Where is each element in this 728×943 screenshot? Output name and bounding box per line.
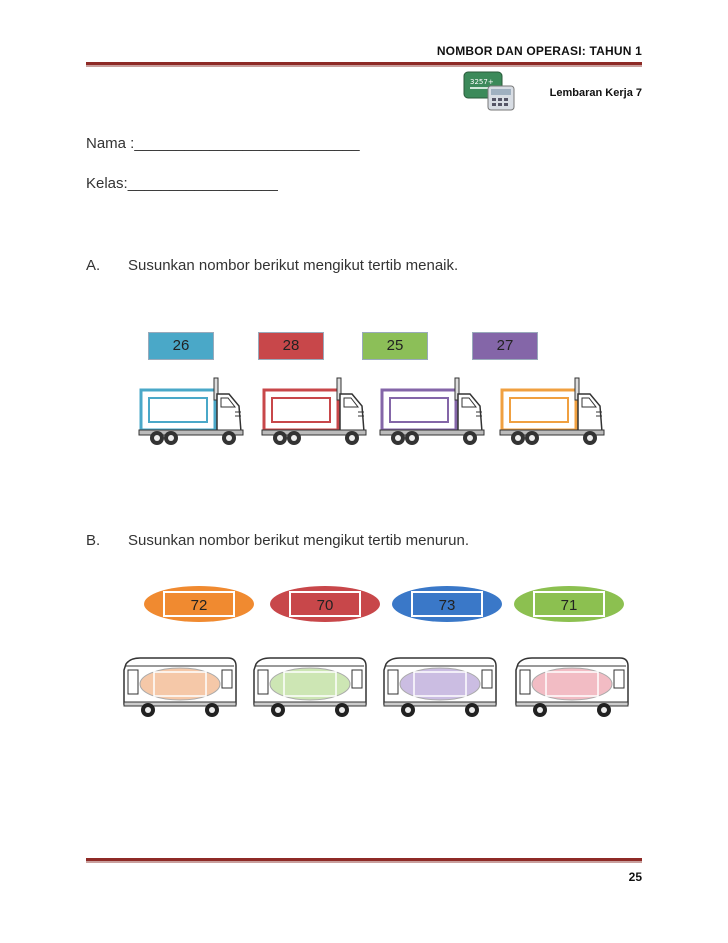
bus-icon-2	[250, 654, 370, 718]
number-card-a1: 26	[148, 332, 214, 360]
name-field: Nama :___________________________	[86, 135, 360, 152]
class-field: Kelas:__________________	[86, 175, 278, 192]
number-oval-b2	[268, 584, 382, 624]
header-rule	[86, 62, 642, 65]
section-a-question	[86, 257, 458, 274]
bus-icon-3	[380, 654, 500, 718]
section-b-question	[86, 532, 469, 549]
number-oval-b4	[512, 584, 626, 624]
footer-rule	[86, 858, 642, 861]
calculator-logo-icon	[462, 70, 518, 114]
section-a-label: A.	[86, 257, 101, 274]
worksheet-label: Lembaran Kerja 7	[549, 87, 642, 99]
oval-number-b3: 73	[438, 597, 456, 614]
oval-number-b2: 70	[316, 597, 334, 614]
oval-number-b1: 72	[190, 597, 208, 614]
document-title: NOMBOR DAN OPERASI: TAHUN 1	[436, 44, 642, 58]
number-card-a2: 28	[258, 332, 324, 360]
page-number: 25	[628, 870, 642, 884]
bus-icon-1	[120, 654, 240, 718]
number-oval-b1	[142, 584, 256, 624]
logo-text: 3257+	[470, 78, 494, 86]
number-card-a4: 27	[472, 332, 538, 360]
truck-icon-2	[260, 376, 368, 448]
truck-icon-3	[378, 376, 486, 448]
bus-icon-4	[512, 654, 632, 718]
number-card-a3: 25	[362, 332, 428, 360]
section-b-label: B.	[86, 532, 101, 549]
oval-number-b4: 71	[560, 597, 578, 614]
number-oval-b3	[390, 584, 504, 624]
truck-icon-1	[137, 376, 245, 448]
section-a-instruction: Susunkan nombor berikut mengikut tertib menaik.	[128, 257, 459, 274]
truck-icon-4	[498, 376, 606, 448]
section-b-instruction: Susunkan nombor berikut mengikut tertib menurun.	[128, 532, 470, 549]
